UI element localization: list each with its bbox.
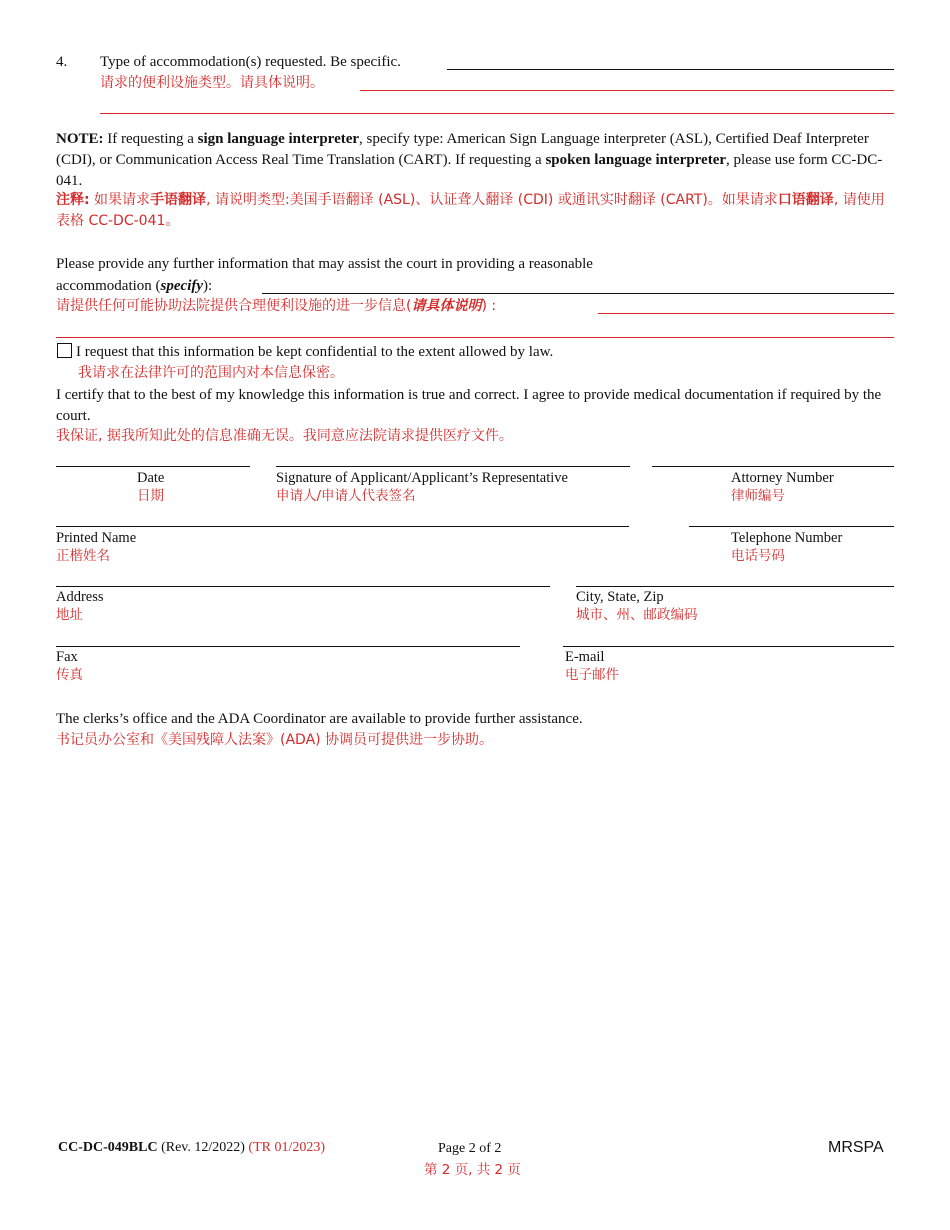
fax-line[interactable] (56, 646, 520, 647)
city-state-zip-line[interactable] (576, 586, 894, 587)
item4-answer-line-zh[interactable] (360, 90, 894, 91)
attorney-number-label: Attorney Number 律师编号 (731, 470, 834, 504)
printed-name-line[interactable] (56, 526, 629, 527)
item4-label-zh: 请求的便利设施类型。请具体说明。 (100, 75, 324, 91)
item4-answer-line-2[interactable] (100, 113, 894, 114)
signature-label: Signature of Applicant/Applicant’s Representative 申请人/申请人代表签名 (276, 470, 568, 504)
attorney-number-line[interactable] (652, 466, 894, 467)
further-info-label: Please provide any further information that may assist the court in providing a reasonable (56, 256, 593, 272)
telephone-line[interactable] (689, 526, 894, 527)
item-number: 4. (56, 54, 68, 70)
confidential-label: I request that this information be kept confidential to the extent allowed by law. (76, 344, 554, 360)
date-label: Date 日期 (137, 470, 165, 504)
further-info-answer-line-zh[interactable] (598, 313, 894, 314)
further-info-label-line2: accommodation (specify): (56, 278, 213, 294)
confidential-checkbox[interactable] (57, 343, 72, 358)
signature-line[interactable] (276, 466, 630, 467)
assistance-note-zh: 书记员办公室和《美国残障人法案》(ADA) 协调员可提供进一步协助。 (56, 732, 494, 748)
address-label: Address 地址 (56, 589, 104, 623)
address-line[interactable] (56, 586, 550, 587)
certify-statement: I certify that to the best of my knowledge this information is true and correct. I agree to provide medical documentation if required by the court. (56, 387, 882, 424)
further-info-answer-line[interactable] (262, 293, 894, 294)
form-id: CC-DC-049BLC (Rev. 12/2022) (TR 01/2023) (58, 1140, 326, 1155)
page-number: Page 2 of 2 (438, 1141, 502, 1156)
page-number-zh: 第 2 页, 共 2 页 (424, 1162, 521, 1178)
further-info-label-zh: 请提供任何可能协助法院提供合理便利设施的进一步信息(请具体说明) : (56, 298, 497, 314)
further-info-answer-line-2[interactable] (56, 337, 894, 338)
city-state-zip-label: City, State, Zip 城市、州、邮政编码 (576, 589, 698, 623)
confidential-label-zh: 我请求在法律许可的范围内对本信息保密。 (78, 365, 344, 381)
date-line[interactable] (56, 466, 250, 467)
assistance-note: The clerks’s office and the ADA Coordinator are available to provide further assistance. (56, 711, 583, 727)
note-paragraph: NOTE: If requesting a sign language interpreter, specify type: American Sign Language interpreter (ASL), Certified Deaf Interpreter (CDI), or Communication Access Real Time Translation (CART). If requesting a spoken language interpreter, please use form CC-DC-041. (56, 131, 883, 189)
note-paragraph-zh: 注释: 如果请求手语翻译, 请说明类型:美国手语翻译 (ASL)、认证聋人翻译 (CDI) 或通讯实时翻译 (CART)。如果请求口语翻译, 请使用表格 CC-DC-041。 (56, 192, 885, 229)
telephone-label: Telephone Number 电话号码 (731, 530, 843, 564)
item4-answer-line[interactable] (447, 69, 894, 70)
email-line[interactable] (563, 646, 894, 647)
email-label: E-mail 电子邮件 (565, 649, 619, 683)
org-code: MRSPA (828, 1139, 884, 1156)
printed-name-label: Printed Name 正楷姓名 (56, 530, 137, 564)
certify-statement-zh: 我保证, 据我所知此处的信息准确无误。我同意应法院请求提供医疗文件。 (56, 428, 513, 444)
item4-label: Type of accommodation(s) requested. Be specific. (100, 54, 401, 70)
fax-label: Fax 传真 (56, 649, 83, 683)
